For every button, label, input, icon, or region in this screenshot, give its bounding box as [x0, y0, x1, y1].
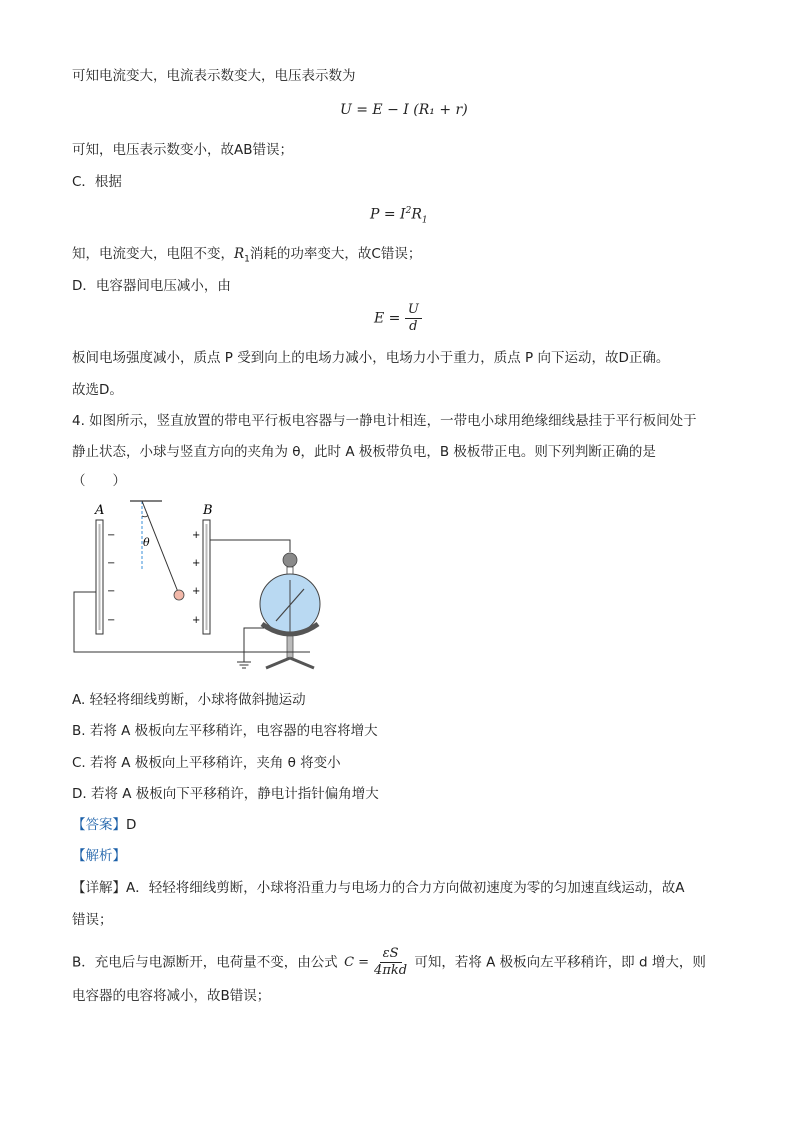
plus-sign: + [192, 530, 201, 541]
charged-ball [174, 590, 184, 600]
option-a: A. 轻轻将细线剪断，小球将做斜抛运动 [72, 692, 306, 708]
minus-sign: − [107, 530, 116, 541]
detail-a-line-1: 【详解】A．轻轻将细线剪断，小球将沿重力与电场力的合力方向做初速度为零的匀加速直线运动，故A [72, 880, 685, 896]
option-d: D. 若将 A 极板向下平移稍许，静电计指针偏角增大 [72, 786, 379, 802]
solution-line-6: 板间电场强度减小，质点 P 受到向上的电场力减小，电场力小于重力，质点 P 向下运动，故D正确。 [72, 350, 670, 366]
option-d-heading: D．电容器间电压减小，由 [72, 278, 231, 294]
electrometer-knob [283, 553, 297, 567]
question-4-line-2: 静止状态，小球与竖直方向的夹角为 θ，此时 A 极板带负电，B 极板带正电。则下列判断正确的是 [72, 444, 656, 460]
detail-b-line-1: B．充电后与电源断开，电荷量不变，由公式 C = $\frac{\varepsilon S}{\text{4πkd}}$ 可知，若将 A 极板向左平移稍许，即 d 增大，则 [72, 946, 706, 978]
formula-field: E = $\frac{U}{d}$ [374, 302, 422, 335]
plate-a-label: A [95, 503, 105, 518]
formula-voltage: U = E − I (R₁ + r) [340, 102, 468, 118]
capacitor-electrometer-figure [66, 494, 336, 680]
detail-a-line-2: 错误； [72, 912, 113, 928]
question-4-line-1: 4. 如图所示，竖直放置的带电平行板电容器与一静电计相连，一带电小球用绝缘细线悬挂于平行板间处于 [72, 413, 697, 429]
option-c-heading: C．根据 [72, 174, 122, 190]
question-4-bracket: （ ） [72, 473, 126, 489]
solution-line-1: 可知电流变大，电流表示数变大，电压表示数为 [72, 68, 356, 84]
plus-sign: + [192, 558, 201, 569]
solution-line-4: 知，电流变大，电阻不变，$R_1$消耗的功率变大，故C错误； [72, 246, 422, 265]
solution-choice: 故选D。 [72, 382, 123, 398]
plus-sign: + [192, 586, 201, 597]
minus-sign: − [107, 586, 116, 597]
capacitance-formula: C = [344, 954, 370, 970]
option-c: C. 若将 A 极板向上平移稍许，夹角 θ 将变小 [72, 755, 341, 771]
plate-b-label: B [203, 503, 213, 518]
plus-sign: + [192, 615, 201, 626]
minus-sign: − [107, 615, 116, 626]
solution-line-2: 可知，电压表示数变小，故AB错误； [72, 142, 293, 158]
detail-b-line-2: 电容器的电容将减小，故B错误； [72, 988, 271, 1004]
minus-sign: − [107, 558, 116, 569]
theta-label: θ [143, 536, 150, 549]
analysis-tag: 【解析】 [72, 848, 126, 864]
option-b: B. 若将 A 极板向左平移稍许，电容器的电容将增大 [72, 723, 378, 739]
formula-power: $P = I^2R_1$ [370, 206, 428, 226]
answer-line: 【答案】D [72, 817, 137, 833]
